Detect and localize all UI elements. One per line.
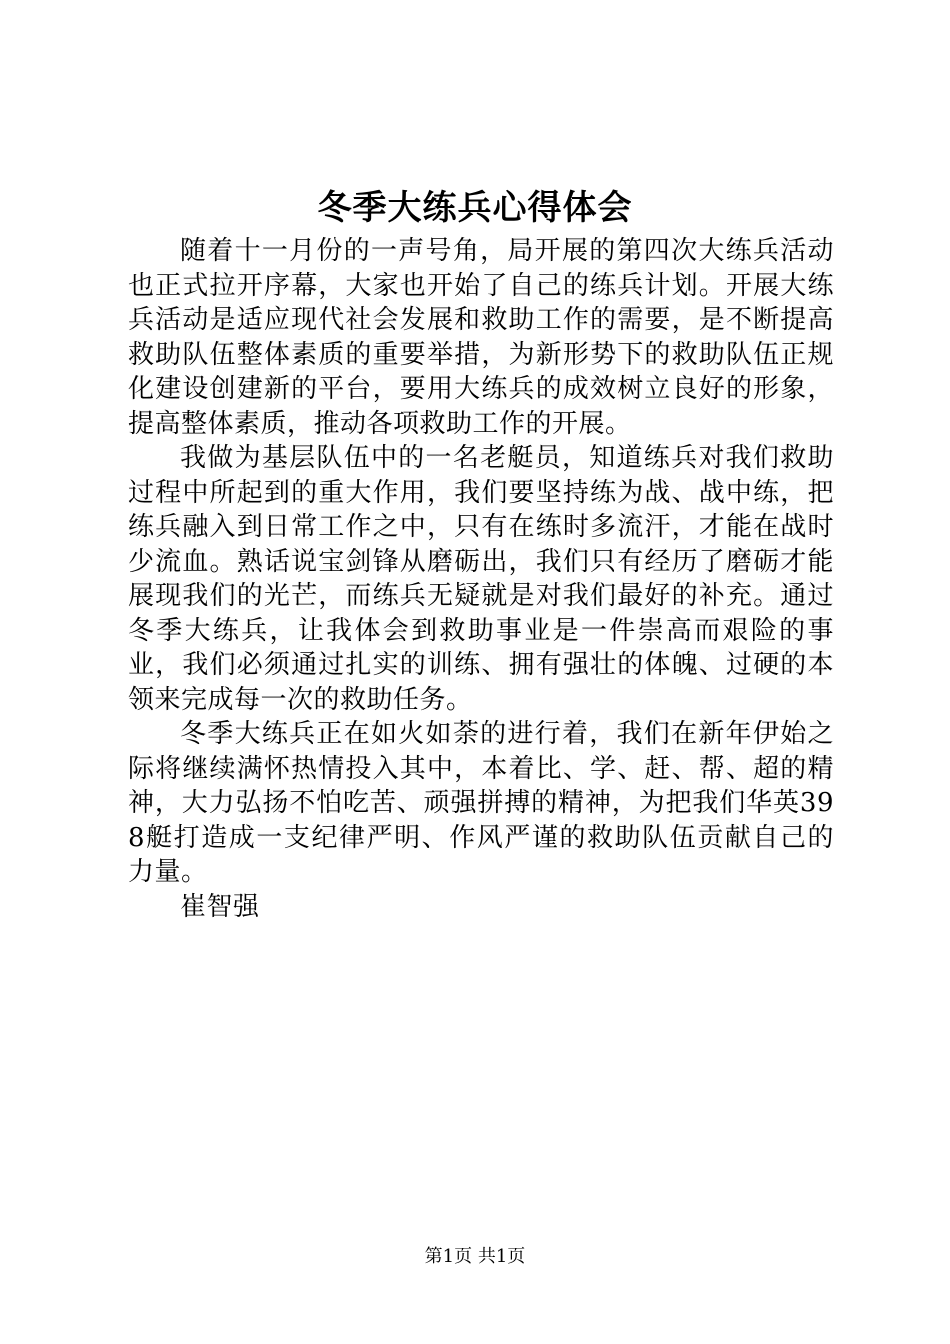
paragraph-2: 我做为基层队伍中的一名老艇员，知道练兵对我们救助过程中所起到的重大作用，我们要坚持练为战、战中练，把练兵融入到日常工作之中，只有在练时多流汗，才能在战时少流血。熟话说宝剑锋从磨砺出，我们只有经历了磨砺才能展现我们的光芒，而练兵无疑就是对我们最好的补充。通过冬季大练兵，让我体会到救助事业是一件崇高而艰险的事业，我们必须通过扎实的训练、拥有强壮的体魄、过硬的本领来完成每一次的救助任务。 (128, 443, 834, 715)
author-signature: 崔智强 (180, 891, 260, 922)
paragraph-1: 随着十一月份的一声号角，局开展的第四次大练兵活动也正式拉开序幕，大家也开始了自己的练兵计划。开展大练兵活动是适应现代社会发展和救助工作的需要，是不断提高救助队伍整体素质的重要举措，为新形势下的救助队伍正规化建设创建新的平台，要用大练兵的成效树立良好的形象，提高整体素质，推动各项救助工作的开展。 (128, 236, 834, 439)
page-footer: 第1页 共1页 (424, 1246, 526, 1267)
document-body (128, 234, 834, 924)
paragraph-3: 冬季大练兵正在如火如荼的进行着，我们在新年伊始之际将继续满怀热情投入其中，本着比、学、赶、帮、超的精神，大力弘扬不怕吃苦、顽强拼搏的精神，为把我们华英398艇打造成一支纪律严明、作风严谨的救助队伍贡献自己的力量。 (128, 719, 834, 887)
document-title: 冬季大练兵心得体会 (317, 188, 633, 228)
